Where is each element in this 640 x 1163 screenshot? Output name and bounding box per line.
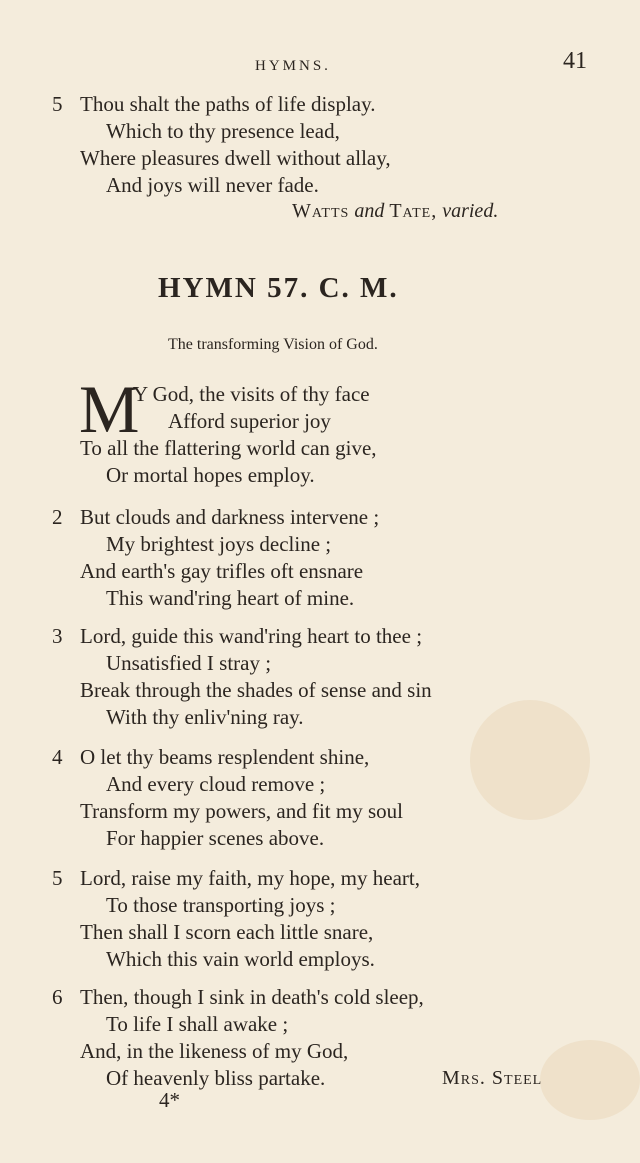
verse-line: With thy enliv'ning ray. [106, 705, 304, 729]
verse-line: Of heavenly bliss partake. [106, 1066, 326, 1090]
verse-line: And earth's gay trifles oft ensnare [80, 559, 364, 583]
signature-mark: 4* [159, 1088, 180, 1112]
verse-line: Y God, the visits of thy face [133, 382, 370, 406]
running-header: HYMNS. [255, 58, 331, 74]
verse-line: Lord, raise my faith, my hope, my heart, [80, 866, 420, 890]
attribution: Mrs. Steel [442, 1067, 543, 1089]
stanza-number: 5 [52, 92, 63, 116]
hymn-title: HYMN 57. C. M. [158, 272, 399, 304]
verse-line: Afford superior joy [168, 409, 331, 433]
verse-line: Where pleasures dwell without allay, [80, 146, 391, 170]
verse-line: And joys will never fade. [106, 173, 319, 197]
verse-line: Thou shalt the paths of life display. [80, 92, 376, 116]
stanza-number: 3 [52, 624, 63, 648]
verse-line: And every cloud remove ; [106, 772, 326, 796]
verse-line: Unsatisfied I stray ; [106, 651, 272, 675]
verse-line: Or mortal hopes employ. [106, 463, 315, 487]
verse-line: To life I shall awake ; [106, 1012, 289, 1036]
verse-line: But clouds and darkness intervene ; [80, 505, 380, 529]
drop-cap: M [79, 371, 140, 447]
stanza-number: 5 [52, 866, 63, 890]
verse-line: To those transporting joys ; [106, 893, 336, 917]
verse-line: Which to thy presence lead, [106, 119, 340, 143]
stanza-number: 6 [52, 985, 63, 1009]
verse-line: Then, though I sink in death's cold sleep, [80, 985, 424, 1009]
verse-line: This wand'ring heart of mine. [106, 586, 355, 610]
verse-line: O let thy beams resplendent shine, [80, 745, 370, 769]
hymn-subtitle: The transforming Vision of God. [168, 336, 378, 353]
verse-line: Then shall I scorn each little snare, [80, 920, 374, 944]
stanza-number: 2 [52, 505, 63, 529]
verse-line: Transform my powers, and fit my soul [80, 799, 403, 823]
verse-line: Break through the shades of sense and sin [80, 678, 432, 702]
verse-line: Lord, guide this wand'ring heart to thee ; [80, 624, 423, 648]
verse-line: Which this vain world employs. [106, 947, 375, 971]
verse-line: And, in the likeness of my God, [80, 1039, 349, 1063]
page-number: 41 [563, 48, 587, 74]
attribution: Watts and Tate, varied. [292, 200, 499, 222]
verse-line: My brightest joys decline ; [106, 532, 332, 556]
stanza-number: 4 [52, 745, 63, 769]
verse-line: For happier scenes above. [106, 826, 325, 850]
verse-line: To all the flattering world can give, [80, 436, 377, 460]
